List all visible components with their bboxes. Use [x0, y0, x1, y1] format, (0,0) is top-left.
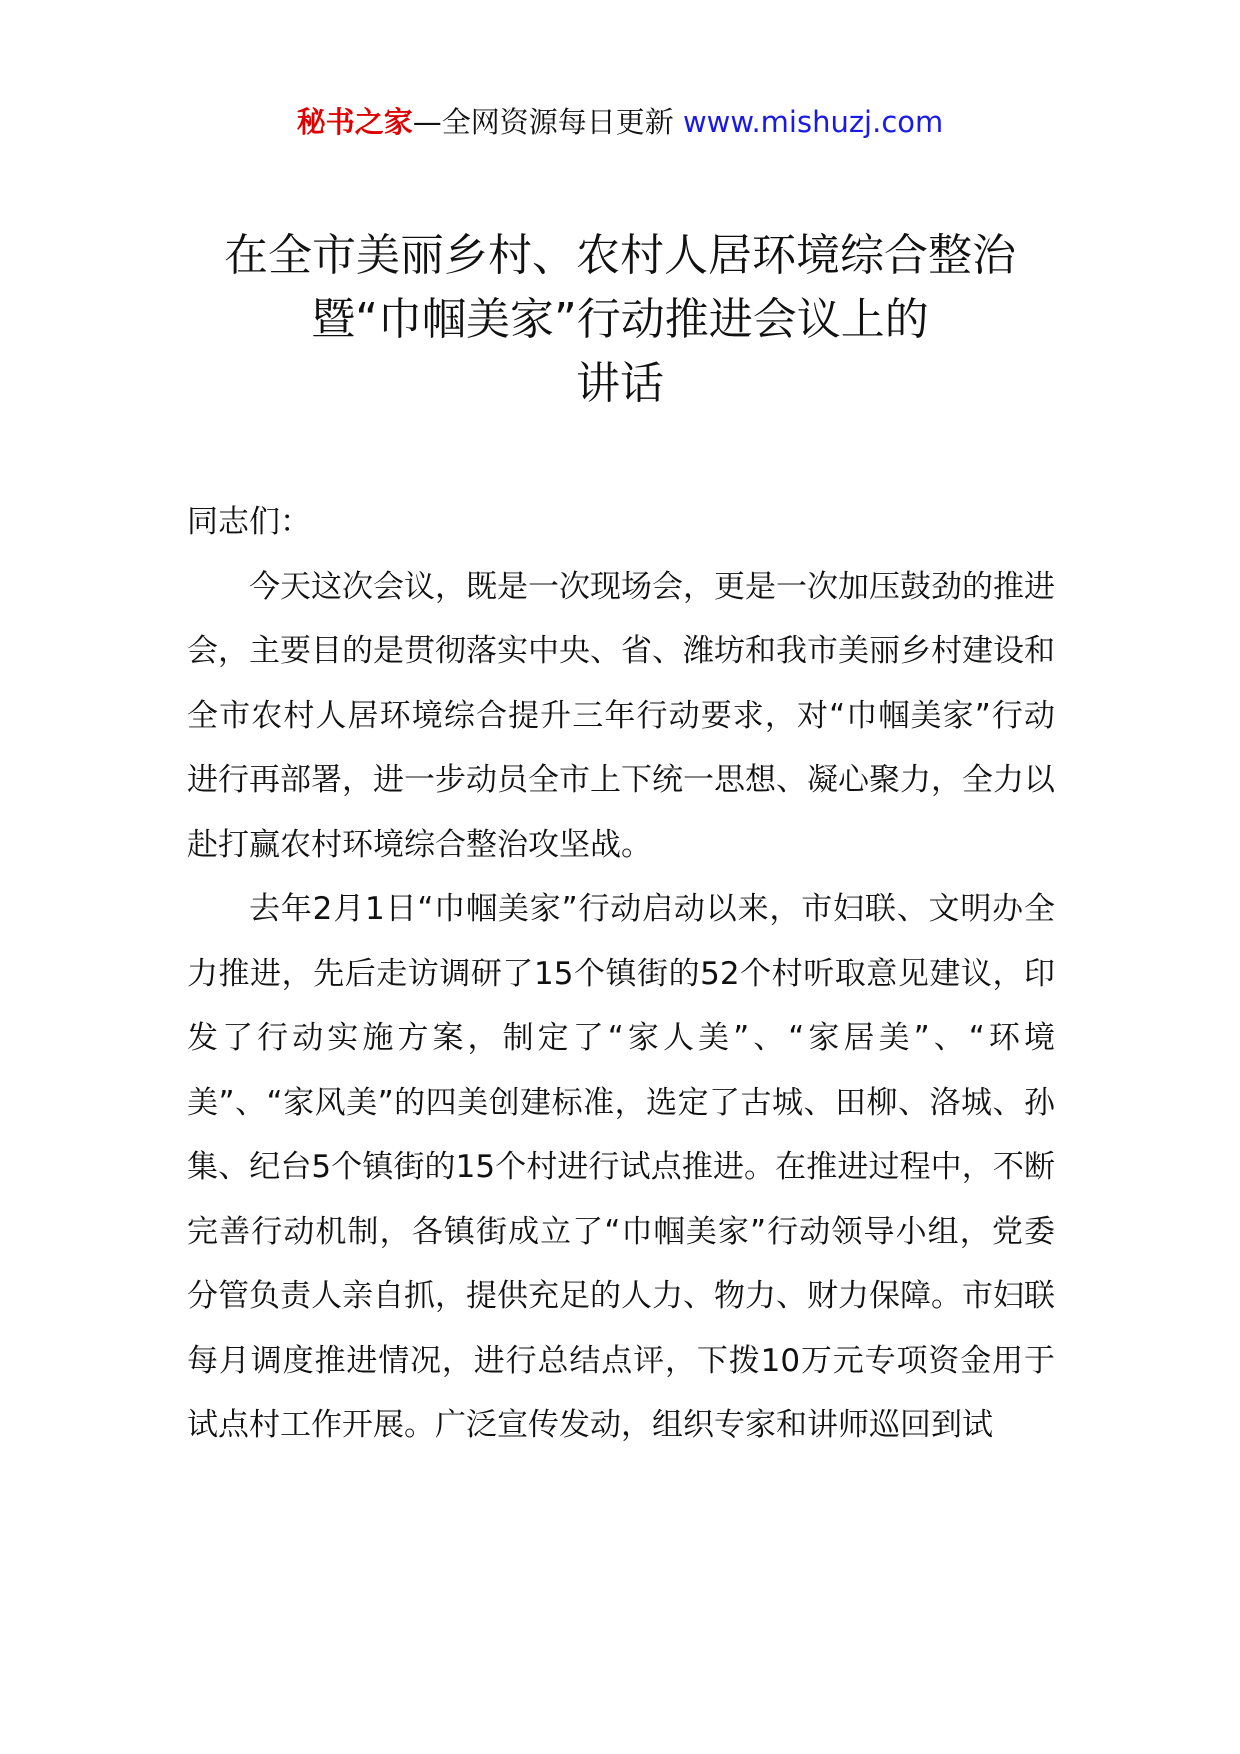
document-title [140, 224, 1100, 416]
brand-name: 秘书之家 [296, 105, 413, 139]
salutation: 同志们： [187, 504, 311, 540]
header-slogan: —全网资源每日更新 [412, 105, 683, 139]
site-header [0, 102, 1240, 142]
paragraph: 今天这次会议，既是一次现场会，更是一次加压鼓劲的推进会，主要目的是贯彻落实中央、省、潍坊和我市美丽乡村建设和全市农村人居环境综合提升三年行动要求，对“巾帼美家”行动进行再部署，进一步动员全市上下统一思想、凝心聚力，全力以赴打赢农村环境综合整治攻坚战。 [187, 568, 1055, 863]
title-line-3: 讲话 [576, 358, 664, 409]
paragraph: 去年2月1日“巾帼美家”行动启动以来，市妇联、文明办全力推进，先后走访调研了15个镇街的52个村听取意见建议，印发了行动实施方案，制定了“家人美”、“家居美”、“环境美”、“家风美”的四美创建标准，选定了古城、田柳、洛城、孙集、纪台5个镇街的15个村进行试点推进。在推进过程中，不断完善行动机制，各镇街成立了“巾帼美家”行动领导小组，党委分管负责人亲自抓，提供充足的人力、物力、财力保障。市妇联每月调度推进情况，进行总结点评，下拨10万元专项资金用于试点村工作开展。广泛宣传发动，组织专家和讲师巡回到试 [187, 891, 1055, 1443]
site-url-link[interactable]: www.mishuzj.com [682, 105, 944, 139]
title-line-2: 暨“巾帼美家”行动推进会议上的 [311, 294, 929, 345]
title-line-1: 在全市美丽乡村、农村人居环境综合整治 [224, 230, 1016, 281]
document-body [187, 490, 1055, 1458]
